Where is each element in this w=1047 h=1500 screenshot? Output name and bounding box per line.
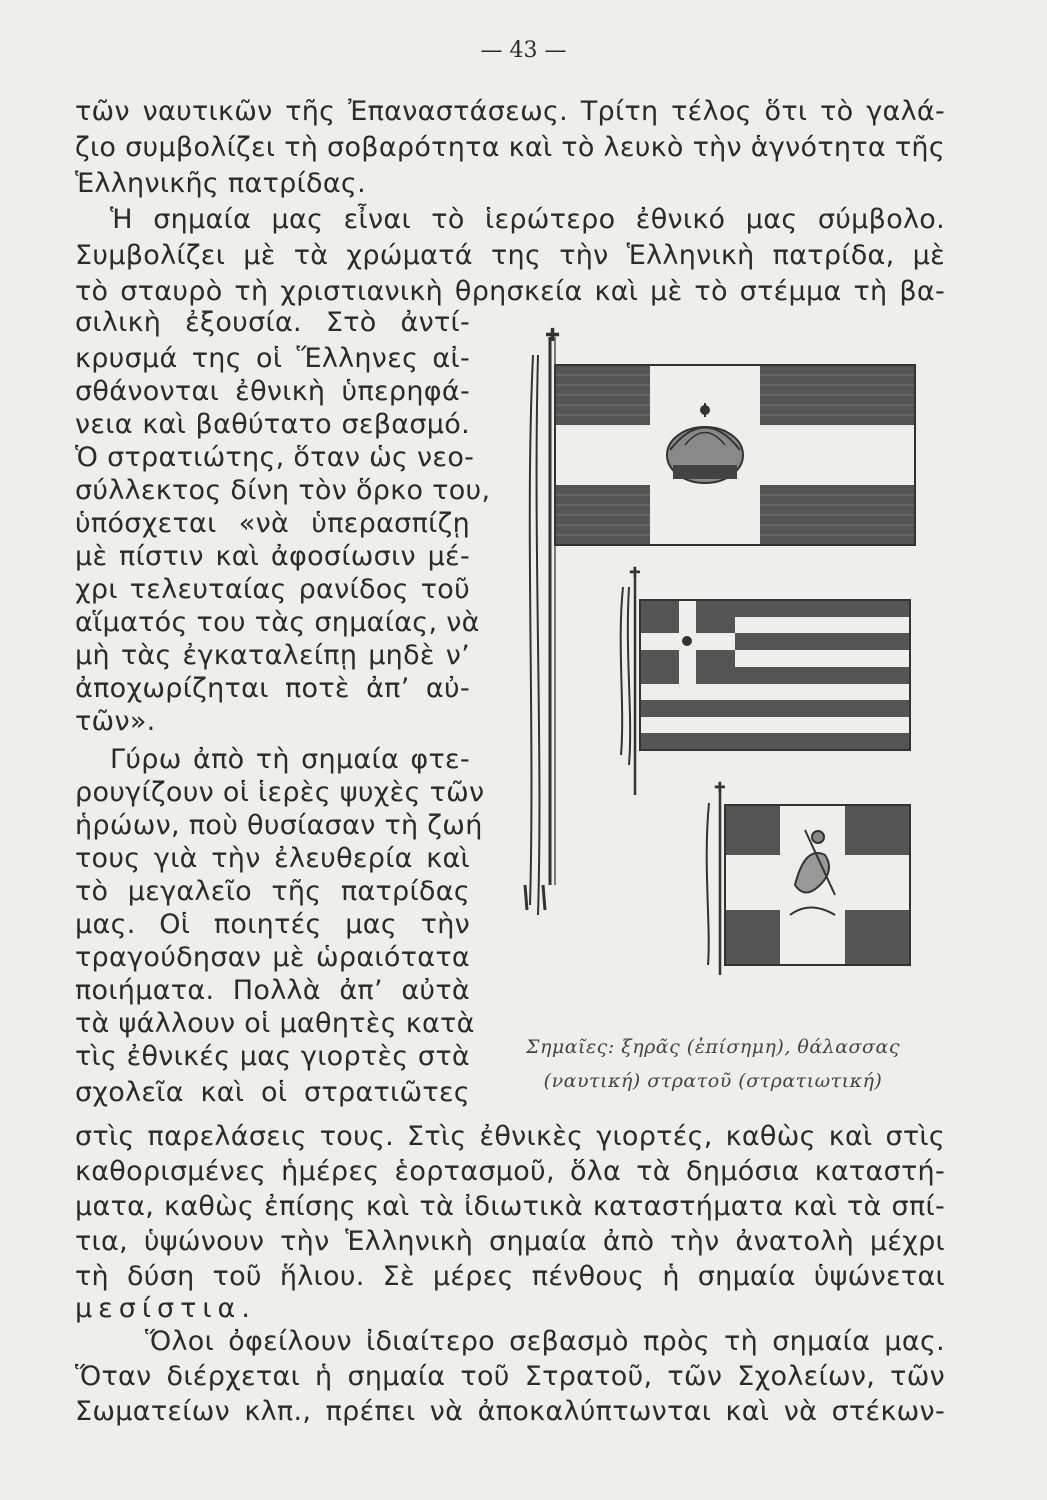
naval-flag-figure bbox=[621, 565, 910, 795]
figure-caption: (ναυτική) στρατοῦ (στρατιωτική) bbox=[543, 1070, 883, 1092]
text-line: σχολεῖα καὶ οἱ στρατιῶτες bbox=[75, 1077, 470, 1108]
text-line: κρυσμά της οἱ Ἕλληνες αἰ- bbox=[75, 343, 470, 374]
text-line: Ὅταν διέρχεται ἡ σημαία τοῦ Στρατοῦ, τῶν Σχολείων, τῶν bbox=[75, 1361, 945, 1392]
text-line: νεια καὶ βαθύτατο σεβασμό. bbox=[75, 409, 470, 440]
text-line: μὲ πίστιν καὶ ἀφοσίωσιν μέ- bbox=[75, 541, 470, 572]
text-line: τραγούδησαν μὲ ὡραιότατα bbox=[75, 942, 470, 973]
text-line: τὸ μεγαλεῖο τῆς πατρίδας bbox=[75, 876, 470, 907]
text-line: τὰ ψάλλουν οἱ μαθητὲς κατὰ bbox=[75, 1008, 475, 1039]
text-line: Ὅλοι ὀφείλουν ἰδιαίτερο σεβασμὸ πρὸς τὴ σημαία μας. bbox=[145, 1326, 945, 1357]
text-line: Ἡ σημαία μας εἶναι τὸ ἱερώτερο ἐθνικό μας σύμβολο. bbox=[110, 204, 945, 235]
text-line: Ἑλληνικῆς πατρίδας. bbox=[75, 168, 366, 199]
text-line: μὴ τὰς ἐγκαταλείπῃ μηδὲ ν’ bbox=[75, 640, 470, 671]
text-line: Ὁ στρατιώτης, ὅταν ὡς νεο- bbox=[75, 442, 475, 473]
text-line: ζιο συμβολίζει τὴ σοβαρότητα καὶ τὸ λευκὸ τὴν ἁγνότητα τῆς bbox=[75, 132, 945, 163]
text-line: τια, ὑψώνουν τὴν Ἑλληνικὴ σημαία ἀπὸ τὴν ἀνατολὴ μέχρι bbox=[75, 1226, 945, 1257]
svg-text:✚: ✚ bbox=[629, 565, 641, 581]
text-line: χρι τελευταίας ρανίδος τοῦ bbox=[75, 574, 470, 605]
text-line: ποιήματα. Πολλὰ ἀπ’ αὐτὰ bbox=[75, 975, 470, 1006]
text-line: αἵματός του τὰς σημαίας, νὰ bbox=[75, 607, 480, 638]
text-line: μας. Οἱ ποιητές μας τὴν bbox=[75, 909, 470, 940]
text-line: σθάνονται ἐθνικὴ ὑπερηφά- bbox=[75, 376, 470, 407]
text-line: ἀποχωρίζηται ποτὲ ἀπ’ αὐ- bbox=[75, 673, 470, 704]
text-line: ὑπόσχεται «νὰ ὑπερασπίζῃ bbox=[75, 508, 470, 539]
army-flag-figure bbox=[707, 780, 910, 975]
svg-text:✚: ✚ bbox=[714, 780, 726, 796]
text-line: ματα, καθὼς ἐπίσης καὶ τὰ ἰδιωτικὰ καταστήματα καὶ τὰ σπί- bbox=[75, 1191, 945, 1222]
text-line: Συμβολίζει μὲ τὰ χρώματά της τὴν Ἑλληνικὴ πατρίδα, μὲ bbox=[75, 240, 945, 271]
flags-illustration bbox=[505, 325, 925, 1005]
text-line: τὸ σταυρὸ τὴ χριστιανικὴ θρησκεία καὶ μὲ τὸ στέμμα τὴ βα- bbox=[75, 276, 945, 307]
text-line: ἡρώων, ποὺ θυσίασαν τὴ ζωή bbox=[75, 810, 483, 841]
text-line: Σωματείων κλπ., πρέπει νὰ ἀποκαλύπτωνται καὶ νὰ στέκων- bbox=[75, 1396, 945, 1427]
text-line: Γύρω ἀπὸ τὴ σημαία φτε- bbox=[110, 744, 470, 775]
text-line: τῶν ναυτικῶν τῆς Ἐπαναστάσεως. Τρίτη τέλος ὅτι τὸ γαλά- bbox=[75, 96, 945, 127]
text-line: ρουγίζουν οἱ ἱερὲς ψυχὲς τῶν bbox=[75, 777, 485, 808]
text-line: τὶς ἐθνικές μας γιορτὲς στὰ bbox=[75, 1041, 470, 1072]
text-line: μεσίστια. bbox=[75, 1293, 256, 1324]
text-line: στὶς παρελάσεις τους. Στὶς ἐθνικὲς γιορτές, καθὼς καὶ στὶς bbox=[75, 1121, 945, 1152]
page-number: — 43 — bbox=[480, 38, 567, 63]
text-line: τὴ δύση τοῦ ἥλιου. Σὲ μέρες πένθους ἡ σημαία ὑψώνεται bbox=[75, 1261, 945, 1292]
text-line: τους γιὰ τὴν ἐλευθερία καὶ bbox=[75, 843, 470, 874]
text-line: καθορισμένες ἡμέρες ἑορτασμοῦ, ὅλα τὰ δημόσια καταστή- bbox=[75, 1156, 945, 1187]
figure-caption: Σημαῖες: ξηρᾶς (ἐπίσημη), θάλασσας bbox=[526, 1036, 900, 1058]
text-line: τῶν». bbox=[75, 706, 156, 737]
text-line: σύλλεκτος δίνη τὸν ὅρκο του, bbox=[75, 475, 491, 506]
text-line: σιλικὴ ἐξουσία. Στὸ ἀντί- bbox=[75, 307, 470, 338]
svg-text:✚: ✚ bbox=[545, 325, 561, 346]
